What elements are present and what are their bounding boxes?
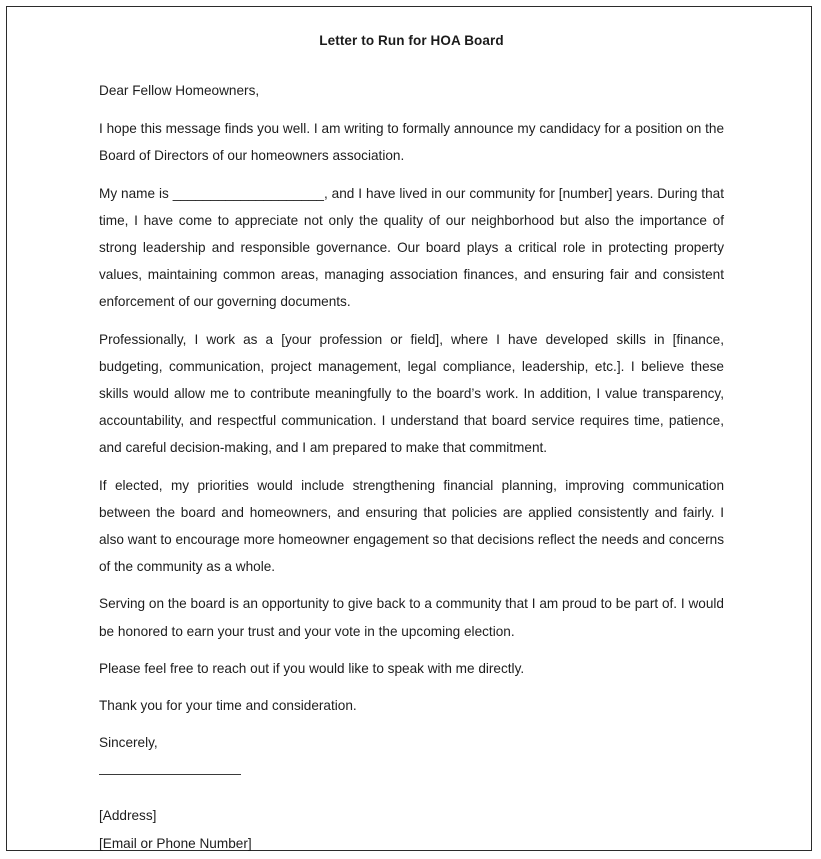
paragraph-intro: I hope this message finds you well. I am writing to formally announce my candidacy for a position on the Board of Directors of our homeowners association. xyxy=(99,121,724,164)
signature-line xyxy=(99,774,241,775)
paragraph-reach-out: Please feel free to reach out if you would like to speak with me directly. xyxy=(99,660,525,676)
document-page xyxy=(6,6,812,851)
signature-line-area xyxy=(99,774,724,800)
address-placeholder: [Address] xyxy=(99,808,157,824)
email-or-phone-placeholder: [Email or Phone Number] xyxy=(99,835,252,851)
page-title: Letter to Run for HOA Board xyxy=(319,33,504,48)
paragraph-thank-you: Thank you for your time and consideration. xyxy=(99,698,357,714)
document-content xyxy=(99,31,724,857)
paragraph-professional-background: Professionally, I work as a [your profession or field], where I have developed skills in [finance, budgeting, communication, project management, legal compliance, leadership, etc.]. I believe these skills would allow me to contribute meaningfully to the board’s work. In addition, I value transparency, accountability, and respectful communication. I understand that board service requires time, patience, and careful decision-making, and I am prepared to make that commitment. xyxy=(99,331,724,456)
paragraph-serving-appeal: Serving on the board is an opportunity to give back to a community that I am proud to be part of. I would be honored to earn your trust and your vote in the upcoming election. xyxy=(99,596,724,639)
paragraph-name-and-tenure: My name is ____________________, and I have lived in our community for [number] years. During that time, I have come to appreciate not only the quality of our neighborhood but also the importance of strong leadership and responsible governance. Our board plays a critical role in protecting property values, maintaining common areas, managing association finances, and ensuring fair and consistent enforcement of our governing documents. xyxy=(99,185,724,310)
salutation: Dear Fellow Homeowners, xyxy=(99,83,260,98)
paragraph-priorities: If elected, my priorities would include strengthening financial planning, improving communication between the board and homeowners, and ensuring that policies are applied consistently and fairly. I also want to encourage more homeowner engagement so that decisions reflect the needs and concerns of the community as a whole. xyxy=(99,477,724,575)
closing-salutation: Sincerely, xyxy=(99,735,158,751)
